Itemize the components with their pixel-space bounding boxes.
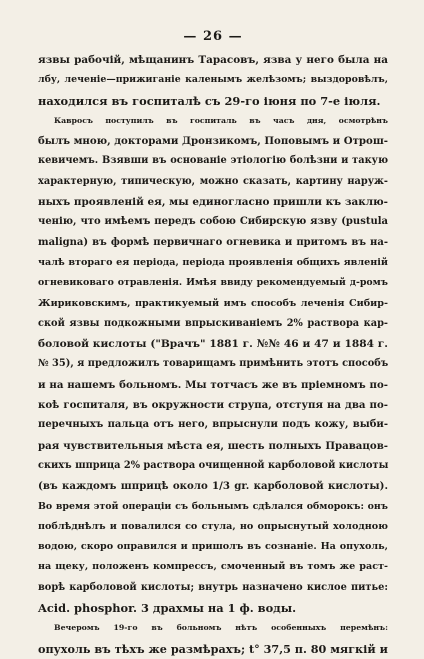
page-number: — 26 — xyxy=(183,29,243,44)
text-line: на щеку, положенъ компрессъ, смоченный въ томъ же раст- xyxy=(38,561,388,573)
text-line: ченію, что имѣемъ передъ собою Сибирскую язву (pustula xyxy=(38,216,388,228)
body-text xyxy=(38,50,388,659)
text-line: рая чувствительныя мѣста ея, шесть полныхъ Правацов- xyxy=(38,439,388,452)
text-line: ныхъ проявленій ея, мы единогласно пришли къ заклю- xyxy=(38,196,388,209)
paragraph xyxy=(38,111,388,618)
text-line: № 35), я предложилъ товарищамъ примѣнить этотъ способъ xyxy=(38,358,389,370)
text-line: находился въ госпиталѣ съ 29-го іюня по 7-е іюля. xyxy=(38,93,381,108)
text-line: Жириковскимъ, практикуемый имъ способъ леченія Сибир- xyxy=(38,297,388,309)
text-line: боловой кислоты ("Врачъ" 1881 г. №№ 46 и 47 и 1884 г. xyxy=(38,338,388,351)
paragraph xyxy=(38,618,388,659)
text-line: Вечеромъ 19-го въ больномъ нѣтъ особенныхъ перемѣнъ: xyxy=(54,623,388,633)
text-line: ворѣ карболовой кислоты; внутрь назначено кислое питье: xyxy=(38,581,388,593)
text-line: Кавросъ поступилъ въ госпиталь въ часъ дня, осмотрѣнъ xyxy=(54,115,388,125)
text-line: опухоль въ тѣхъ же размѣрахъ; t° 37,5 п. 80 мягкій и xyxy=(38,641,388,656)
text-line: поблѣднѣлъ и повалился со стула, но опрыснутый холодною xyxy=(38,520,388,532)
text-line: лбу, леченіе—прижиганіе каленымъ желѣзомъ; выздоровѣлъ, xyxy=(38,74,388,86)
text-line: коѣ госпиталя, въ окружности струпа, отступя на два по- xyxy=(38,399,388,412)
text-line: чалѣ втораго ея періода, періода проявленія общихъ явленій xyxy=(38,256,388,268)
text-line: язвы рабочій, мѣщанинъ Тарасовъ, язва у него была на xyxy=(38,54,388,66)
text-line: (въ каждомъ шприцѣ около 1/3 gr. карболовой кислоты). xyxy=(38,480,388,493)
text-line: maligna) въ формѣ первичнаго огневика и притомъ въ на- xyxy=(38,236,388,248)
text-line: ской язвы подкожными впрыскиваніемъ 2% раствора кар- xyxy=(38,317,388,329)
text-line: огневиковаго отравленія. Имѣя ввиду рекомендуемый д-ромъ xyxy=(38,277,388,289)
text-line: водою, скоро оправился и пришолъ въ сознаніе. На опухоль, xyxy=(38,541,388,553)
text-line: скихъ шприца 2% раствора очищенной карболовой кислоты xyxy=(38,459,389,471)
text-line: Во время этой операціи съ больнымъ сдѣлался обморокъ: онъ xyxy=(38,500,388,512)
text-line: кевичемъ. Взявши въ основаніе этіологію болѣзни и такую xyxy=(38,155,388,167)
paragraph xyxy=(38,50,388,111)
text-line: характерную, типическую, можно сказать, картину наруж- xyxy=(38,175,388,187)
text-line: перечныхъ пальца отъ него, впрыснули подъ кожу, выби- xyxy=(38,419,388,431)
text-line: былъ мною, докторами Дронзикомъ, Поповымъ и Отрош- xyxy=(38,135,388,148)
text-line: и на нашемъ больномъ. Мы тотчасъ же въ пріемномъ по- xyxy=(38,378,388,391)
text-line: Acid. phosphor. 3 драхмы на 1 ф. воды. xyxy=(38,601,297,616)
